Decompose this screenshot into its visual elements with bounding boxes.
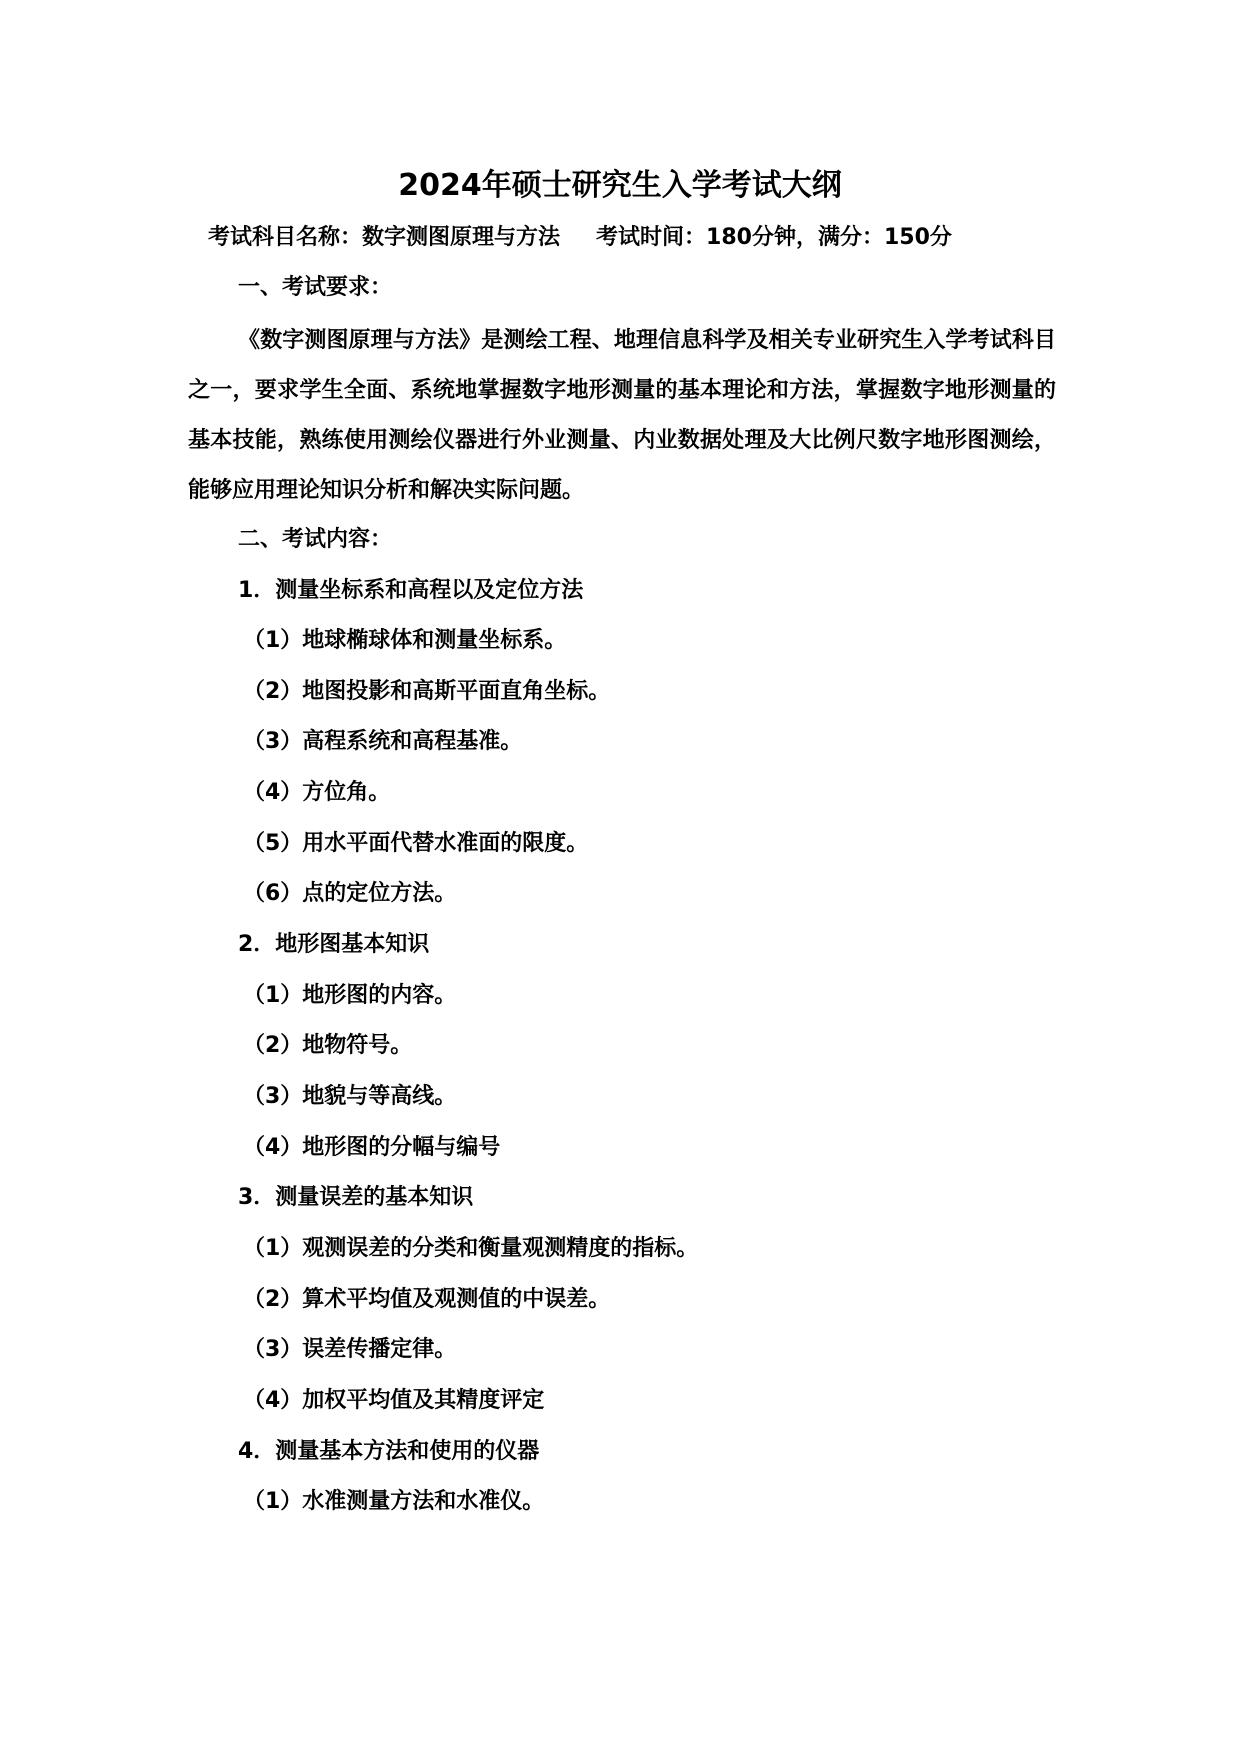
subject-label: 考试科目名称： [208,225,363,250]
score-value: 150分 [884,225,952,250]
content-item: （3）误差传播定律。 [243,1337,457,1362]
time-value: 180分钟， [706,225,818,250]
content-section-title: 3．测量误差的基本知识 [238,1185,474,1210]
score-label: 满分： [817,225,884,250]
content-item: （1）地球椭球体和测量坐标系。 [243,628,567,653]
requirements-paragraph: 《数字测图原理与方法》是测绘工程、地理信息科学及相关专业研究生入学考试科目之一，要求学生全面、系统地掌握数字地形测量的基本理论和方法，掌握数字地形测量的基本技能，熟练使用测绘仪器进行外业测量、内业数据处理及大比例尺数字地形图测绘，能够应用理论知识分析和解决实际问题。 [188,328,1056,503]
section-heading-requirements: 一、考试要求： [238,275,393,300]
time-label: 考试时间： [596,225,707,250]
section-heading-content: 二、考试内容： [238,527,393,552]
content-item: （1）观测误差的分类和衡量观测精度的指标。 [243,1236,699,1261]
content-item: （1）地形图的内容。 [243,983,457,1008]
content-item: （2）地物符号。 [243,1033,413,1058]
exam-meta [208,220,952,251]
content-section-title: 4．测量基本方法和使用的仪器 [238,1439,540,1464]
content-item: （5）用水平面代替水准面的限度。 [243,831,589,856]
content-item: （3）地貌与等高线。 [243,1084,457,1109]
content-section-title: 2．地形图基本知识 [238,932,430,957]
content-item: （3）高程系统和高程基准。 [243,729,523,754]
content-item: （4）方位角。 [243,780,391,805]
subject-value: 数字测图原理与方法 [362,225,561,250]
content-item: （4）地形图的分幅与编号 [243,1135,501,1160]
content-item: （6）点的定位方法。 [243,881,457,906]
content-item: （2）地图投影和高斯平面直角坐标。 [243,679,611,704]
content-section-title: 1．测量坐标系和高程以及定位方法 [238,578,584,603]
content-item: （4）加权平均值及其精度评定 [243,1388,545,1413]
content-item: （1）水准测量方法和水准仪。 [243,1489,545,1514]
document-title: 2024年硕士研究生入学考试大纲 [398,168,842,203]
content-item: （2）算术平均值及观测值的中误差。 [243,1287,611,1312]
